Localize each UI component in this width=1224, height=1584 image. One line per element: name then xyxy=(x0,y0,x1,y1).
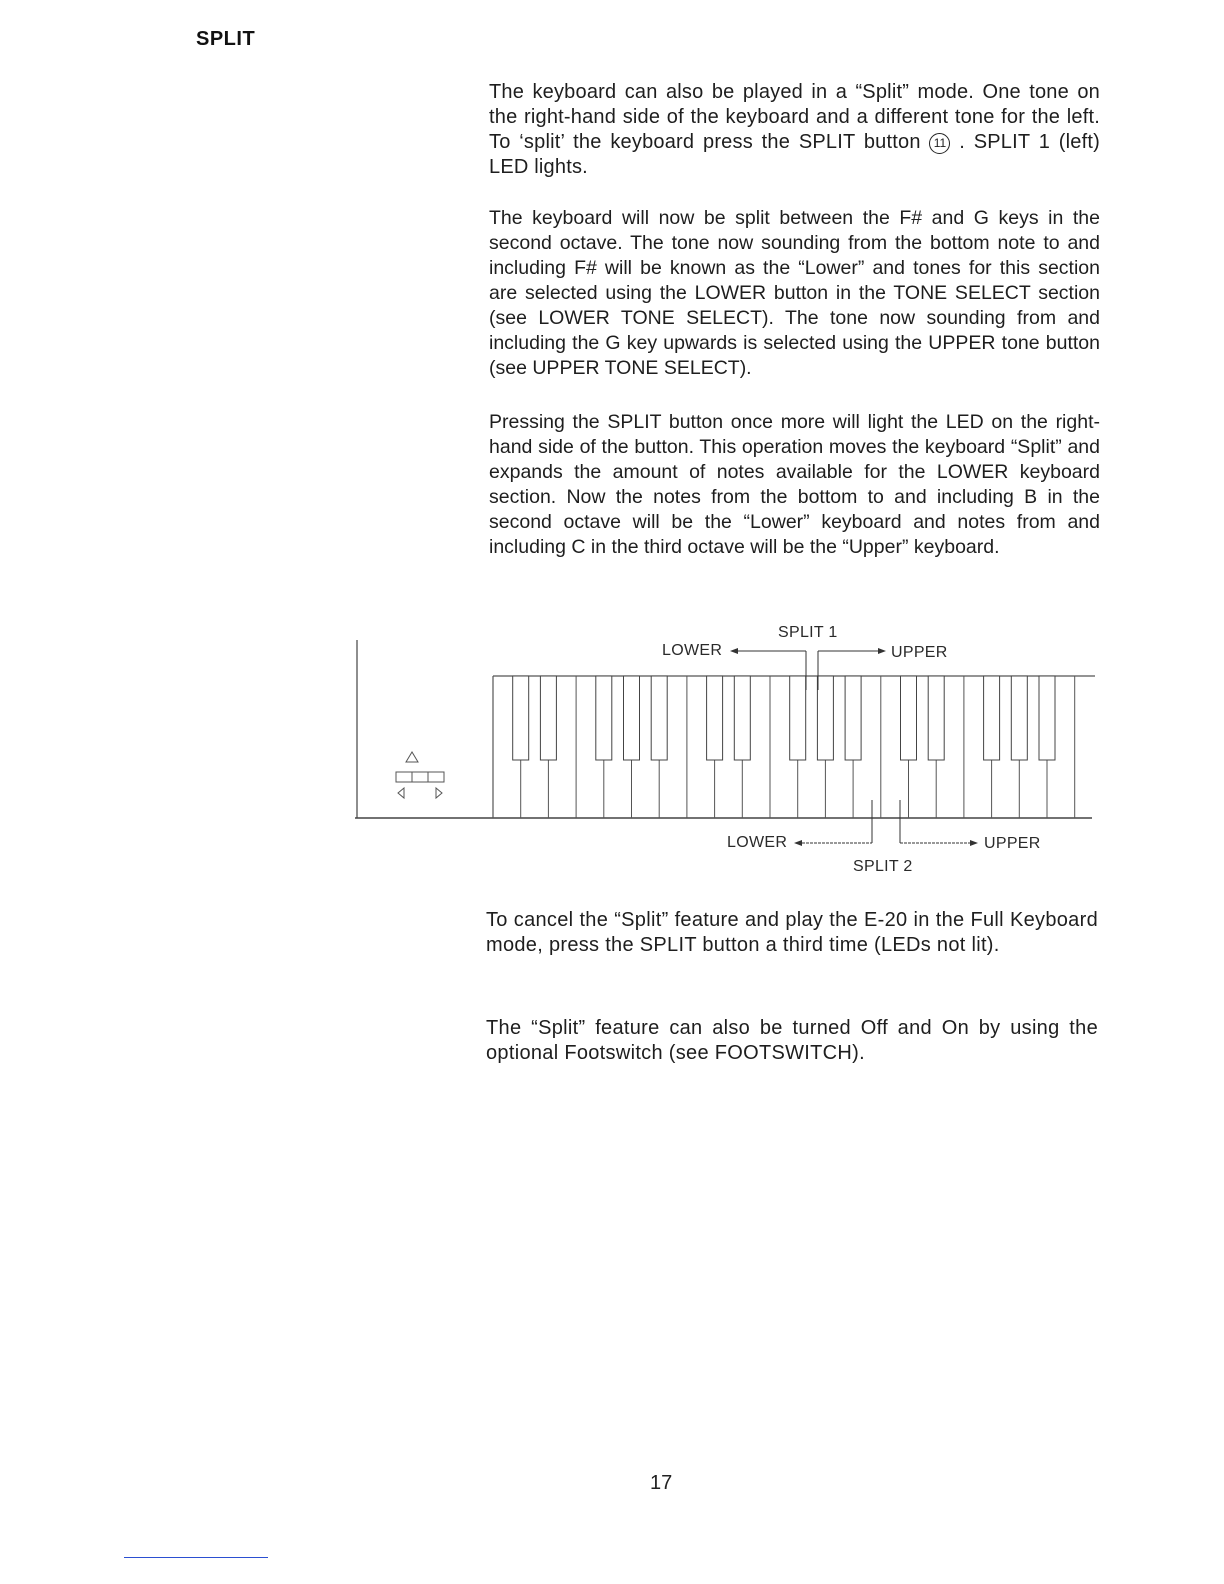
black-key xyxy=(734,676,750,760)
intro-text-end: . SPLIT 1 (left) LED lights. xyxy=(489,131,1101,178)
black-key xyxy=(540,676,556,760)
triangle-up-icon xyxy=(406,752,418,762)
upper-label-top: UPPER xyxy=(891,644,948,661)
cancel-split-paragraph: To cancel the “Split” feature and play the E-20 in the Full Keyboard mode, press the SPLIT button a third time (LEDs not lit). xyxy=(486,909,1098,956)
black-key xyxy=(624,676,640,760)
footer-rule xyxy=(124,1557,268,1558)
section-heading: SPLIT xyxy=(196,28,256,50)
black-key xyxy=(790,676,806,760)
black-key xyxy=(901,676,917,760)
slider-icon xyxy=(396,772,444,782)
upper-label-bottom: UPPER xyxy=(984,835,1041,852)
black-key xyxy=(817,676,833,760)
split-1-paragraph: The keyboard will now be split between the F# and G keys in the second octave. The tone now sounding from the bottom note to and including F# will be known as the “Lower” and tones for this section are selected using the LOWER button in the TONE SELECT section (see LOWER TONE SELECT). The tone now sounding from and including the G key upwards is selected using the UPPER tone button (see UPPER TONE SELECT). xyxy=(489,207,1100,379)
button-number-badge: 11 xyxy=(929,133,950,154)
black-key xyxy=(1039,676,1055,760)
split-1-label: SPLIT 1 xyxy=(778,624,838,641)
black-key xyxy=(928,676,944,760)
triangle-left-icon xyxy=(398,788,404,798)
black-key xyxy=(845,676,861,760)
black-key xyxy=(707,676,723,760)
black-key xyxy=(1011,676,1027,760)
lower-label-top: LOWER xyxy=(662,642,723,659)
intro-text: The keyboard can also be played in a “Split” mode. One tone on the right-hand side of the keyboard and a different tone for the left. To ‘split’ the keyboard press the SPLIT button xyxy=(489,81,1100,153)
split-2-paragraph: Pressing the SPLIT button once more will light the LED on the right-hand side of the button. This operation moves the keyboard “Split” and expands the amount of notes available for the LOWER keyboard section. Now the notes from the bottom to and including B in the second octave will be the “Lower” keyboard and notes from and including C in the third octave will be the “Upper” keyboard. xyxy=(489,411,1100,558)
black-key xyxy=(984,676,1000,760)
black-key xyxy=(513,676,529,760)
lower-label-bottom: LOWER xyxy=(727,834,788,851)
black-key xyxy=(651,676,667,760)
footswitch-paragraph: The “Split” feature can also be turned Off and On by using the optional Footswitch (see FOOTSWITCH). xyxy=(486,1017,1098,1064)
black-key xyxy=(596,676,612,760)
triangle-right-icon xyxy=(436,788,442,798)
page-number: 17 xyxy=(650,1472,673,1494)
split-2-label: SPLIT 2 xyxy=(853,858,913,875)
